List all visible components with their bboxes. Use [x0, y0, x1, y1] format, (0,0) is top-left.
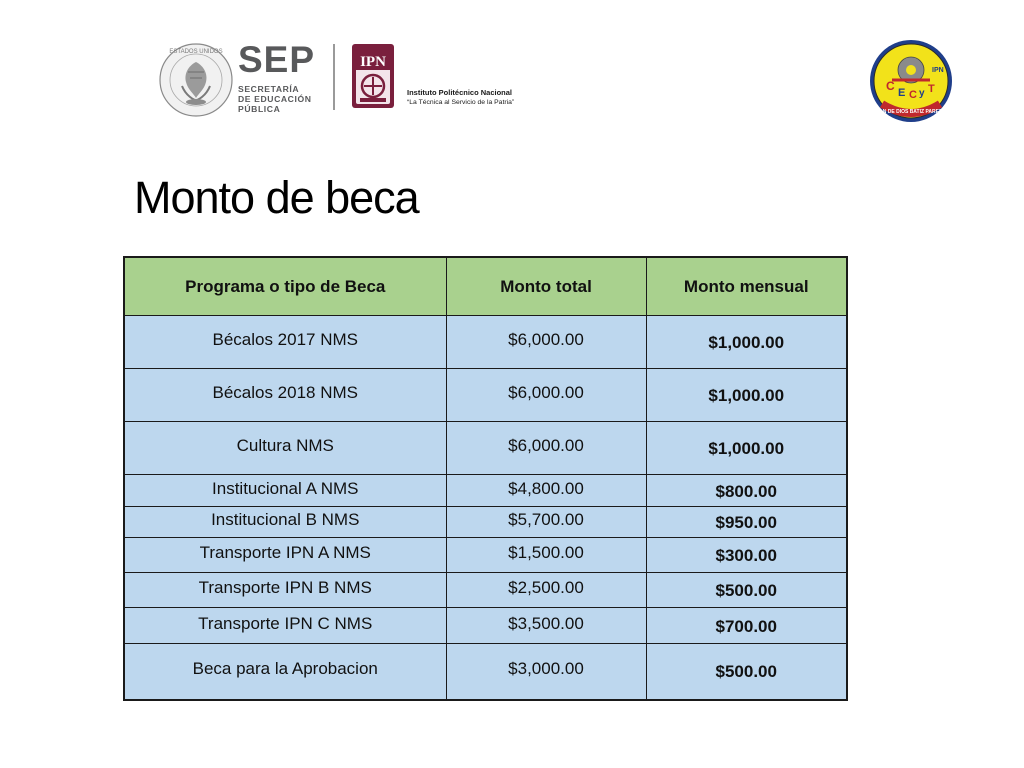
cell-program: Beca para la Aprobacion [124, 644, 446, 700]
svg-text:C: C [886, 79, 895, 93]
cell-monthly: $300.00 [646, 538, 847, 573]
table-header-row [124, 257, 847, 316]
cell-monthly: $1,000.00 [646, 422, 847, 475]
table-row [124, 422, 847, 475]
table-row [124, 608, 847, 644]
cell-monthly: $1,000.00 [646, 316, 847, 369]
cell-monthly: $700.00 [646, 608, 847, 644]
sep-logo-line1: SECRETARÍA [238, 84, 300, 94]
cell-total: $6,000.00 [446, 422, 646, 475]
ipn-slogan: “La Técnica al Servicio de la Patria” [407, 99, 515, 106]
ipn-name: Instituto Politécnico Nacional [407, 88, 513, 97]
cell-monthly: $950.00 [646, 507, 847, 538]
table-row [124, 644, 847, 700]
cell-program: Institucional A NMS [124, 475, 446, 507]
table-row [124, 475, 847, 507]
cell-monthly: $800.00 [646, 475, 847, 507]
column-header-monthly: Monto mensual [646, 257, 847, 316]
svg-text:ESTADOS UNIDOS: ESTADOS UNIDOS [169, 49, 223, 55]
table-row [124, 507, 847, 538]
cell-program: Cultura NMS [124, 422, 446, 475]
table-row [124, 573, 847, 608]
cell-program: Transporte IPN A NMS [124, 538, 446, 573]
table-row [124, 316, 847, 369]
table-row [124, 369, 847, 422]
cell-program: Bécalos 2017 NMS [124, 316, 446, 369]
cell-monthly: $1,000.00 [646, 369, 847, 422]
svg-text:y: y [919, 88, 925, 99]
svg-text:IPN: IPN [932, 67, 944, 74]
cell-program: Transporte IPN B NMS [124, 573, 446, 608]
page-title: Monto de beca [134, 172, 419, 223]
cell-total: $6,000.00 [446, 369, 646, 422]
cecyt-gear-emblem-icon [868, 38, 954, 124]
cell-total: $1,500.00 [446, 538, 646, 573]
mexico-coat-of-arms-icon [158, 42, 234, 118]
cell-monthly: $500.00 [646, 644, 847, 700]
svg-text:T: T [928, 83, 935, 95]
table-row [124, 538, 847, 573]
cell-monthly: $500.00 [646, 573, 847, 608]
sep-logo-line2: DE EDUCACIÓN [238, 94, 312, 104]
svg-text:E: E [898, 87, 906, 99]
cell-program: Bécalos 2018 NMS [124, 369, 446, 422]
cell-total: $3,500.00 [446, 608, 646, 644]
scholarship-table [123, 256, 848, 701]
ipn-shield-icon [350, 42, 396, 110]
cell-total: $6,000.00 [446, 316, 646, 369]
cell-program: Institucional B NMS [124, 507, 446, 538]
column-header-total: Monto total [446, 257, 646, 316]
cell-program: Transporte IPN C NMS [124, 608, 446, 644]
cell-total: $4,800.00 [446, 475, 646, 507]
sep-logo-word: SEP [238, 39, 316, 80]
cell-total: $3,000.00 [446, 644, 646, 700]
svg-text:IPN: IPN [360, 54, 386, 70]
sep-logo-line3: PÚBLICA [238, 104, 281, 114]
svg-text:JUAN DE DIOS BATIZ PAREDES: JUAN DE DIOS BATIZ PAREDES [872, 109, 950, 115]
column-header-program: Programa o tipo de Beca [124, 257, 446, 316]
svg-text:C: C [909, 89, 917, 101]
cell-total: $5,700.00 [446, 507, 646, 538]
logo-divider [333, 44, 335, 110]
sep-logo [238, 40, 328, 112]
cell-total: $2,500.00 [446, 573, 646, 608]
